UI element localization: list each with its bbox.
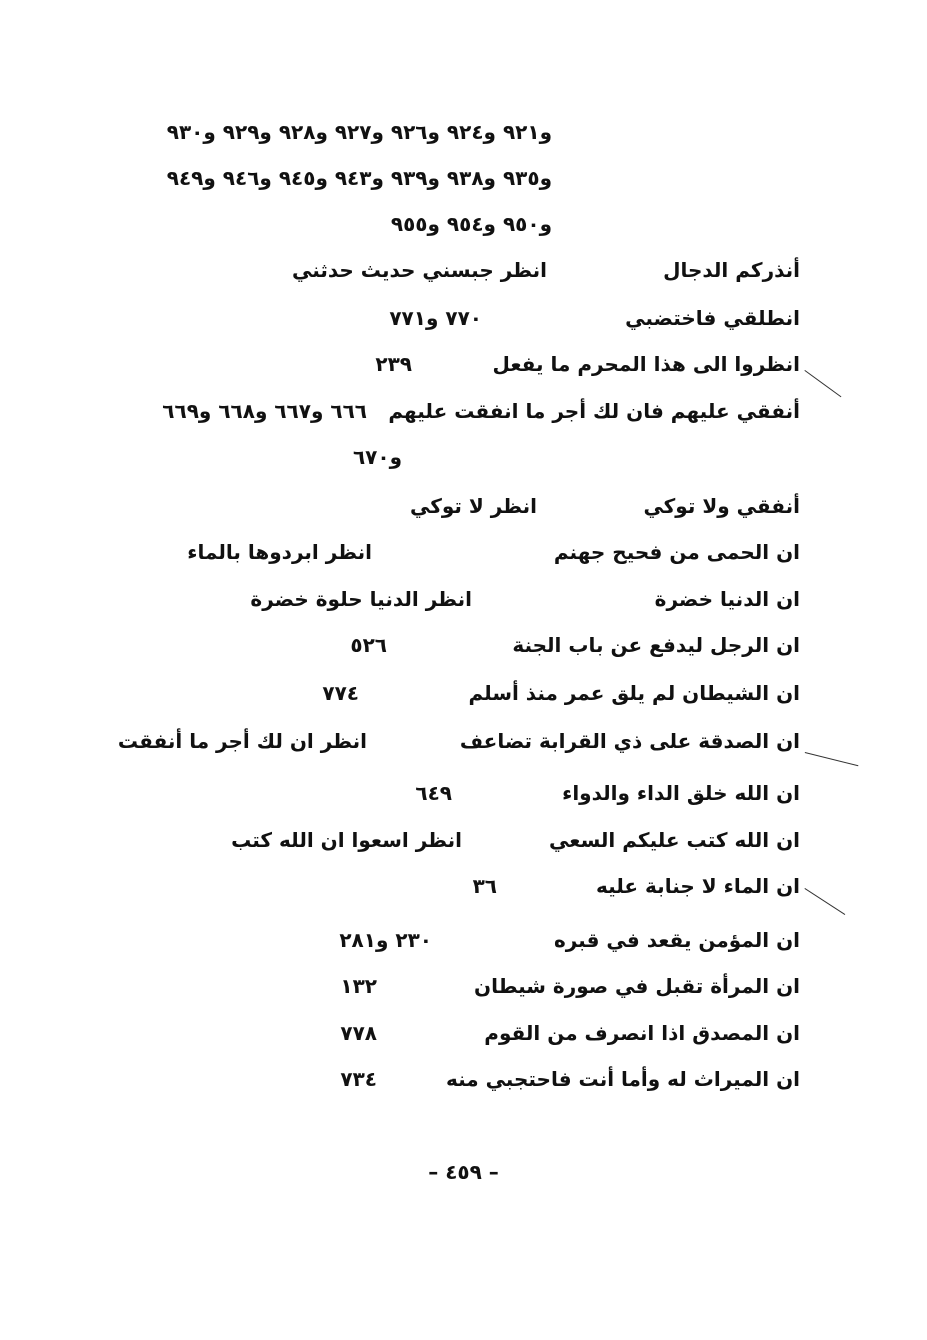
entry-ref: انظر ان لك أجر ما أنفقت bbox=[117, 729, 367, 753]
entry-ref: ٧٧٠ و٧٧١ bbox=[389, 306, 482, 330]
entry-ref: ٧٣٤ bbox=[340, 1067, 377, 1091]
pencil-mark bbox=[805, 752, 859, 766]
entry-title: أنذركم الدجال bbox=[663, 258, 800, 282]
entry-ref: انظر ابردوها بالماء bbox=[187, 540, 372, 564]
entry-title: ان الحمى من فحيح جهنم bbox=[553, 540, 800, 564]
entry-ref: ٧٧٨ bbox=[340, 1021, 377, 1045]
entry-title: ان الله كتب عليكم السعي bbox=[549, 828, 800, 852]
continuation-line-3: و٩٥٠ و٩٥٤ و٩٥٥ bbox=[390, 212, 552, 236]
entry-title: انطلقي فاختضبي bbox=[625, 306, 800, 330]
entry-ref: ٦٤٩ bbox=[415, 781, 452, 805]
entry-title: ان الماء لا جنابة عليه bbox=[595, 874, 800, 898]
entry-ref: ٧٧٤ bbox=[322, 681, 359, 705]
entry-title: ان المؤمن يقعد في قبره bbox=[553, 928, 800, 952]
entry-ref: انظر الدنيا حلوة خضرة bbox=[250, 587, 472, 611]
entry-title: أنفقي عليهم فان لك أجر ما انفقت عليهم bbox=[388, 399, 800, 423]
entry-ref: انظر اسعوا ان الله كتب bbox=[231, 828, 462, 852]
entry-title: ان الميراث له وأما أنت فاحتجبي منه bbox=[445, 1067, 800, 1091]
pencil-mark bbox=[804, 370, 841, 397]
entry-title: ان الله خلق الداء والدواء bbox=[562, 781, 800, 805]
entry-ref: ٣٦ bbox=[472, 874, 497, 898]
entry-ref: انظر جبسني حديث حدثني bbox=[291, 258, 547, 282]
continuation-line-1: و٩٢١ و٩٢٤ و٩٢٦ و٩٢٧ و٩٢٨ و٩٢٩ و٩٣٠ bbox=[166, 120, 552, 144]
entry-title: ان الدنيا خضرة bbox=[654, 587, 800, 611]
entry-ref: ٢٣٠ و٢٨١ bbox=[339, 928, 432, 952]
entry-title: ان الرجل ليدفع عن باب الجنة bbox=[512, 633, 800, 657]
entry-title: ان المصدق اذا انصرف من القوم bbox=[484, 1021, 800, 1045]
pencil-mark bbox=[804, 888, 845, 915]
entry-ref: ٦٦٦ و٦٦٧ و٦٦٨ و٦٦٩ bbox=[162, 399, 367, 423]
entry-title: ان الشيطان لم يلق عمر منذ أسلم bbox=[468, 681, 800, 705]
entry-title: ان المرأة تقبل في صورة شيطان bbox=[474, 974, 800, 998]
entry-ref: ٥٢٦ bbox=[350, 633, 387, 657]
entry-ref: ٢٣٩ bbox=[375, 352, 412, 376]
entry-ref: و٦٧٠ bbox=[352, 445, 402, 469]
entry-ref: انظر لا توكي bbox=[409, 494, 537, 518]
entry-title: انظروا الى هذا المحرم ما يفعل bbox=[492, 352, 800, 376]
entry-ref: ١٣٢ bbox=[340, 974, 377, 998]
entry-title: أنفقي ولا توكي bbox=[643, 494, 800, 518]
entry-title: ان الصدقة على ذي القرابة تضاعف bbox=[459, 729, 800, 753]
continuation-line-2: و٩٣٥ و٩٣٨ و٩٣٩ و٩٤٣ و٩٤٥ و٩٤٦ و٩٤٩ bbox=[166, 166, 552, 190]
page-number: – ٤٥٩ – bbox=[428, 1160, 499, 1184]
